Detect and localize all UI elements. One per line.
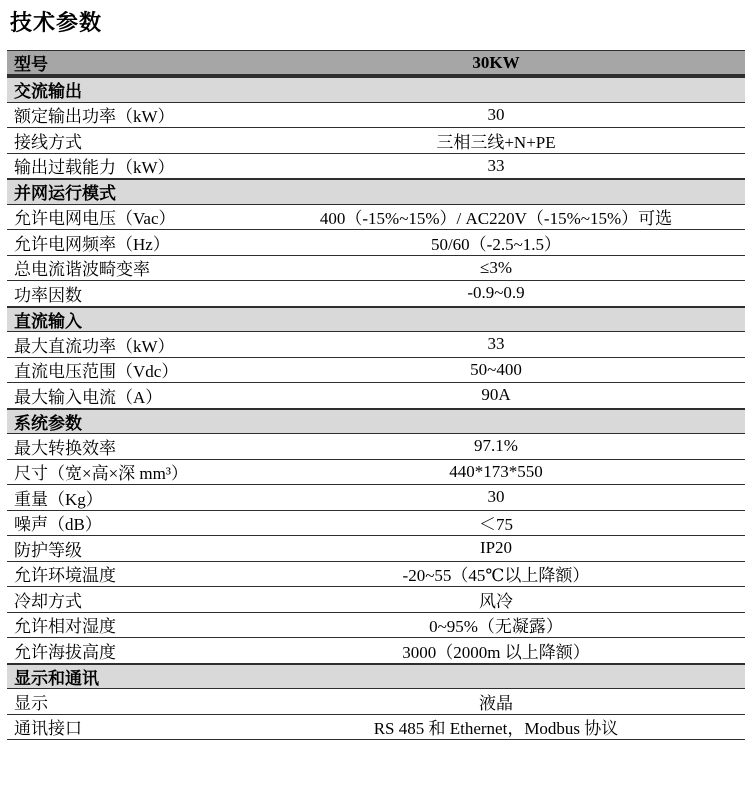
section-row	[7, 178, 745, 204]
table-row	[7, 255, 745, 281]
spec-table	[7, 50, 745, 740]
spec-label: 允许环境温度	[14, 566, 116, 586]
spec-label: 接线方式	[14, 132, 82, 152]
spec-label: 最大直流功率（kW）	[14, 336, 175, 356]
spec-value: 30	[487, 487, 505, 507]
table-row	[7, 229, 745, 255]
spec-value: 97.1%	[474, 436, 518, 456]
section-label: 系统参数	[14, 413, 82, 433]
page-title: 技术参数	[10, 10, 103, 35]
spec-value: 90A	[481, 385, 511, 405]
table-row	[7, 510, 745, 536]
spec-label: 允许电网电压（Vac）	[14, 209, 176, 229]
section-label: 并网运行模式	[14, 184, 116, 204]
spec-label: 总电流谐波畸变率	[14, 260, 150, 280]
spec-label: 允许海拔高度	[14, 642, 116, 662]
table-row	[7, 153, 745, 179]
spec-label: 重量（Kg）	[14, 489, 103, 509]
table-row	[7, 714, 745, 740]
spec-value: 三相三线+N+PE	[436, 132, 556, 152]
table-row	[7, 586, 745, 612]
spec-label: 冷却方式	[14, 591, 82, 611]
spec-value: 33	[487, 155, 505, 175]
model-header-value: 30KW	[472, 52, 520, 72]
spec-label: 允许相对湿度	[14, 617, 116, 637]
table-row	[7, 102, 745, 128]
spec-value: 50/60（-2.5~1.5）	[430, 234, 562, 254]
spec-label: 防护等级	[14, 540, 82, 560]
spec-value: 风冷	[479, 591, 513, 611]
table-row	[7, 331, 745, 357]
spec-value: 0~95%（无凝露）	[429, 617, 563, 637]
table-row	[7, 688, 745, 714]
spec-value: 3000（2000m 以上降额）	[402, 642, 590, 662]
section-label: 直流输入	[14, 311, 82, 331]
spec-value: 33	[487, 334, 505, 354]
spec-value: 50~400	[470, 359, 522, 379]
table-header-row	[7, 50, 745, 76]
table-row	[7, 357, 745, 383]
spec-label: 功率因数	[14, 285, 82, 305]
table-row	[7, 127, 745, 153]
spec-label: 直流电压范围（Vdc）	[14, 362, 179, 382]
spec-value: ＜75	[479, 515, 513, 535]
section-label: 显示和通讯	[14, 668, 99, 688]
spec-value: 400（-15%~15%）/ AC220V（-15%~15%）可选	[319, 209, 673, 229]
spec-value: -0.9~0.9	[467, 283, 525, 303]
spec-label: 额定输出功率（kW）	[14, 107, 175, 127]
spec-value: 30	[487, 104, 505, 124]
section-label: 交流输出	[14, 82, 82, 102]
spec-value: -20~55（45℃以上降额）	[402, 566, 590, 586]
spec-value: IP20	[479, 538, 513, 558]
table-row	[7, 459, 745, 485]
table-row	[7, 382, 745, 408]
spec-value: ≤3%	[480, 257, 512, 277]
table-row	[7, 484, 745, 510]
table-row	[7, 535, 745, 561]
section-row	[7, 408, 745, 434]
spec-label: 尺寸（宽×高×深 mm³）	[14, 464, 188, 484]
spec-label: 显示	[14, 693, 48, 713]
spec-value: RS 485 和 Ethernet，Modbus 协议	[373, 719, 619, 739]
spec-label: 噪声（dB）	[14, 515, 102, 535]
spec-label: 输出过载能力（kW）	[14, 158, 175, 178]
spec-label: 最大转换效率	[14, 438, 116, 458]
table-row	[7, 280, 745, 306]
spec-label: 通讯接口	[14, 719, 82, 739]
table-row	[7, 561, 745, 587]
section-row	[7, 663, 745, 689]
model-header-label: 型号	[14, 55, 48, 74]
section-row	[7, 306, 745, 332]
section-row	[7, 76, 745, 102]
table-row	[7, 612, 745, 638]
spec-label: 最大输入电流（A）	[14, 387, 163, 407]
spec-value: 液晶	[479, 693, 513, 713]
table-row	[7, 433, 745, 459]
spec-value: 440*173*550	[449, 461, 543, 481]
table-row	[7, 637, 745, 663]
table-row	[7, 204, 745, 230]
spec-label: 允许电网频率（Hz）	[14, 234, 170, 254]
